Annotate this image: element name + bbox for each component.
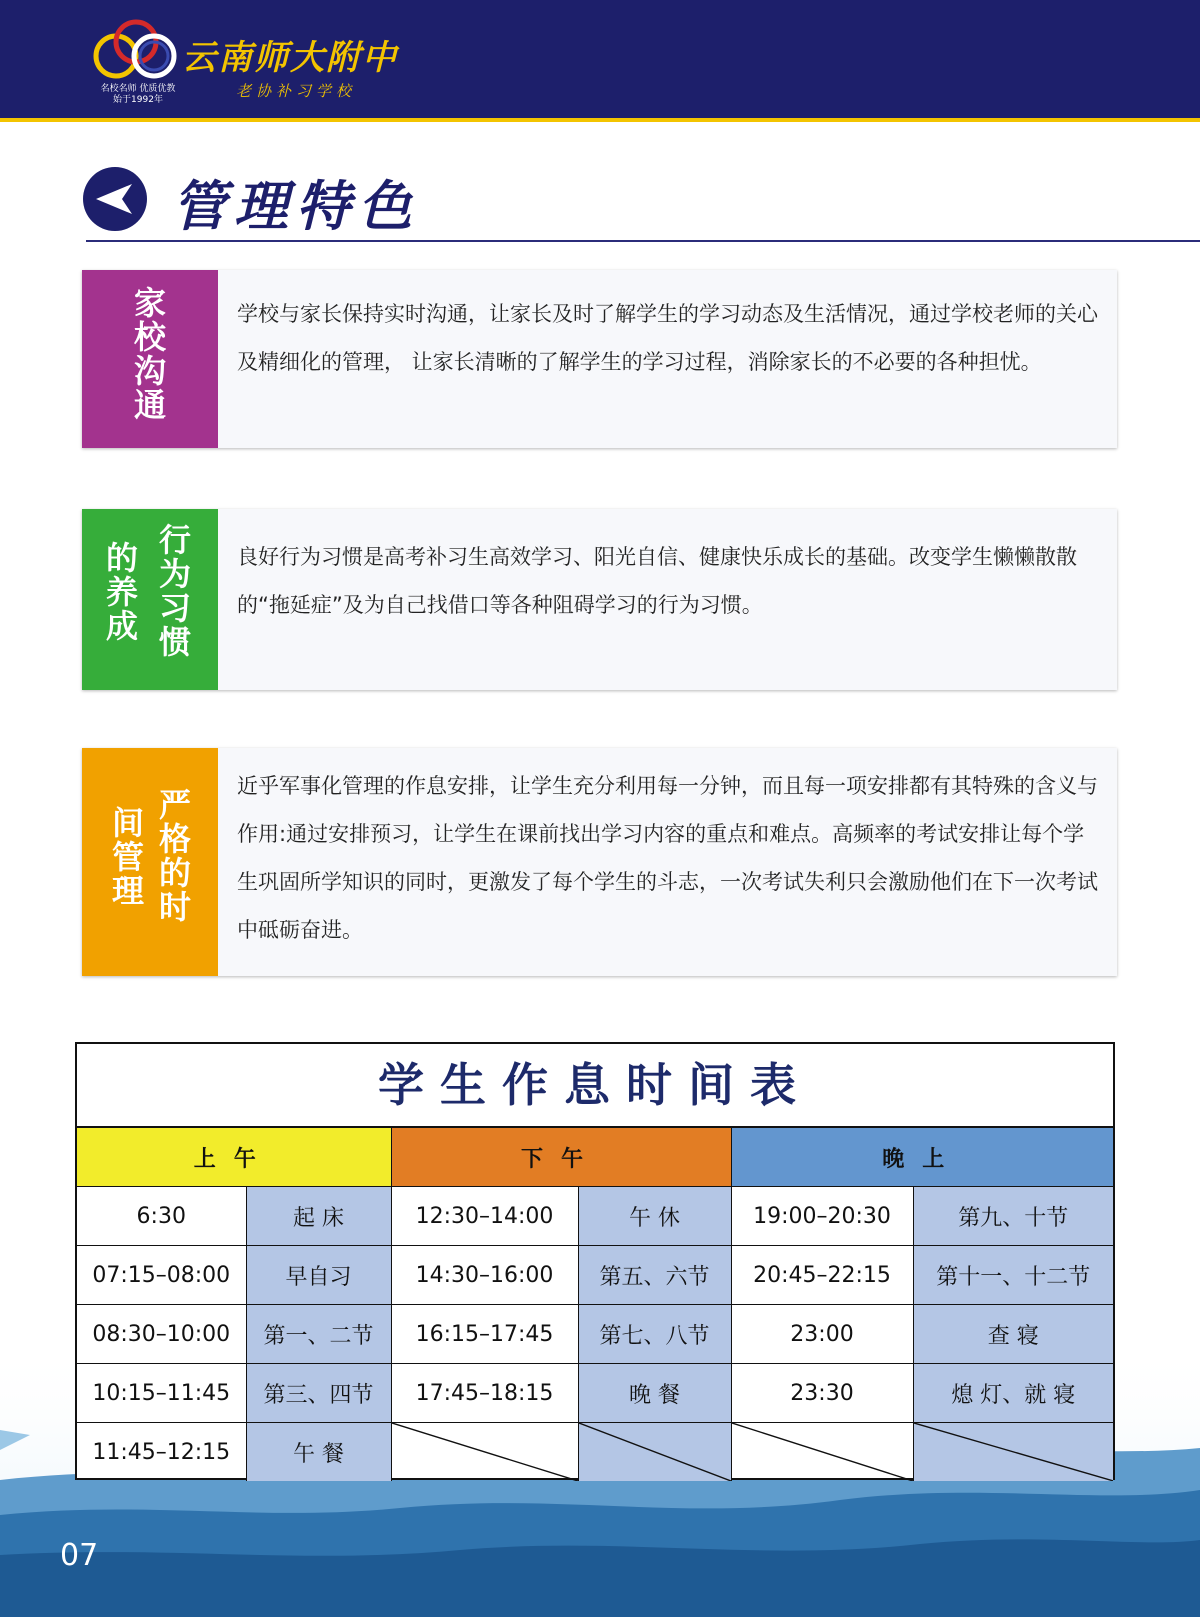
activity-cell: 查 寝 — [913, 1305, 1113, 1364]
activity-cell: 早自习 — [246, 1246, 391, 1305]
schedule-title: 学生作息时间表 — [77, 1044, 1113, 1128]
empty-slash-cell — [578, 1423, 731, 1482]
empty-slash-cell — [913, 1423, 1113, 1482]
time-cell: 12:30–14:00 — [391, 1187, 578, 1246]
feature-card-time-management — [82, 748, 1117, 976]
time-cell: 20:45–22:15 — [731, 1246, 913, 1305]
table-row — [77, 1187, 1113, 1246]
feature-text: 良好行为习惯是高考补习生高效学习、阳光自信、健康快乐成长的基础。改变学生懒懒散散的“拖延症”及为自己找借口等各种阻碍学习的行为习惯。 — [237, 545, 1077, 617]
time-cell: 08:30–10:00 — [77, 1305, 246, 1364]
arrow-left-circle-icon — [82, 166, 148, 232]
logo-tagline: 名校名师 优质优教 始于1992年 — [100, 84, 176, 105]
activity-cell: 第五、六节 — [578, 1246, 731, 1305]
activity-cell: 第九、十节 — [913, 1187, 1113, 1246]
feature-label: 家校沟通 — [82, 270, 218, 448]
time-cell: 14:30–16:00 — [391, 1246, 578, 1305]
activity-cell: 第七、八节 — [578, 1305, 731, 1364]
time-cell: 17:45–18:15 — [391, 1364, 578, 1423]
time-cell: 07:15–08:00 — [77, 1246, 246, 1305]
page-header — [0, 0, 1200, 122]
section-divider — [86, 240, 1200, 242]
activity-cell: 第一、二节 — [246, 1305, 391, 1364]
feature-card-habits — [82, 509, 1117, 690]
feature-label: 严格的时 间管理 — [82, 748, 218, 976]
table-row — [77, 1423, 1113, 1482]
activity-cell: 起 床 — [246, 1187, 391, 1246]
empty-slash-cell — [731, 1423, 913, 1482]
feature-text: 学校与家长保持实时沟通，让家长及时了解学生的学习动态及生活情况，通过学校老师的关心及精细化的管理， 让家长清晰的了解学生的学习过程，消除家长的不必要的各种担忧。 — [237, 302, 1098, 374]
activity-cell: 晚 餐 — [578, 1364, 731, 1423]
activity-cell: 熄 灯、就 寝 — [913, 1364, 1113, 1423]
table-row — [77, 1246, 1113, 1305]
time-cell: 23:00 — [731, 1305, 913, 1364]
table-row — [77, 1305, 1113, 1364]
section-title: 管理特色 — [172, 175, 420, 238]
activity-cell: 午 餐 — [246, 1423, 391, 1482]
time-cell: 6:30 — [77, 1187, 246, 1246]
school-logo-rings-icon — [92, 18, 182, 86]
time-cell: 10:15–11:45 — [77, 1364, 246, 1423]
schedule-grid — [77, 1128, 1113, 1481]
time-cell: 19:00–20:30 — [731, 1187, 913, 1246]
schedule-table — [75, 1042, 1115, 1480]
header-afternoon: 下午 — [391, 1128, 731, 1187]
feature-text: 近乎军事化管理的作息安排，让学生充分利用每一分钟，而且每一项安排都有其特殊的含义与作用:通过安排预习，让学生在课前找出学习内容的重点和难点。高频率的考试安排让每个学生巩固所学知识的同时，更激发了每个学生的斗志，一次考试失利只会激励他们在下一次考试中砥砺奋进。 — [237, 774, 1098, 942]
activity-cell: 第十一、十二节 — [913, 1246, 1113, 1305]
time-cell: 16:15–17:45 — [391, 1305, 578, 1364]
time-cell: 11:45–12:15 — [77, 1423, 246, 1482]
feature-label: 行为习惯 的养成 — [82, 509, 218, 690]
brand-subtitle: 老协补习学校 — [236, 82, 357, 100]
table-row — [77, 1364, 1113, 1423]
brand-title: 云南师大附中 — [182, 38, 398, 78]
feature-card-home-school — [82, 270, 1117, 448]
header-evening: 晚上 — [731, 1128, 1113, 1187]
time-cell: 23:30 — [731, 1364, 913, 1423]
page-number: 07 — [60, 1538, 99, 1573]
header-morning: 上午 — [77, 1128, 391, 1187]
activity-cell: 第三、四节 — [246, 1364, 391, 1423]
activity-cell: 午 休 — [578, 1187, 731, 1246]
empty-slash-cell — [391, 1423, 578, 1482]
